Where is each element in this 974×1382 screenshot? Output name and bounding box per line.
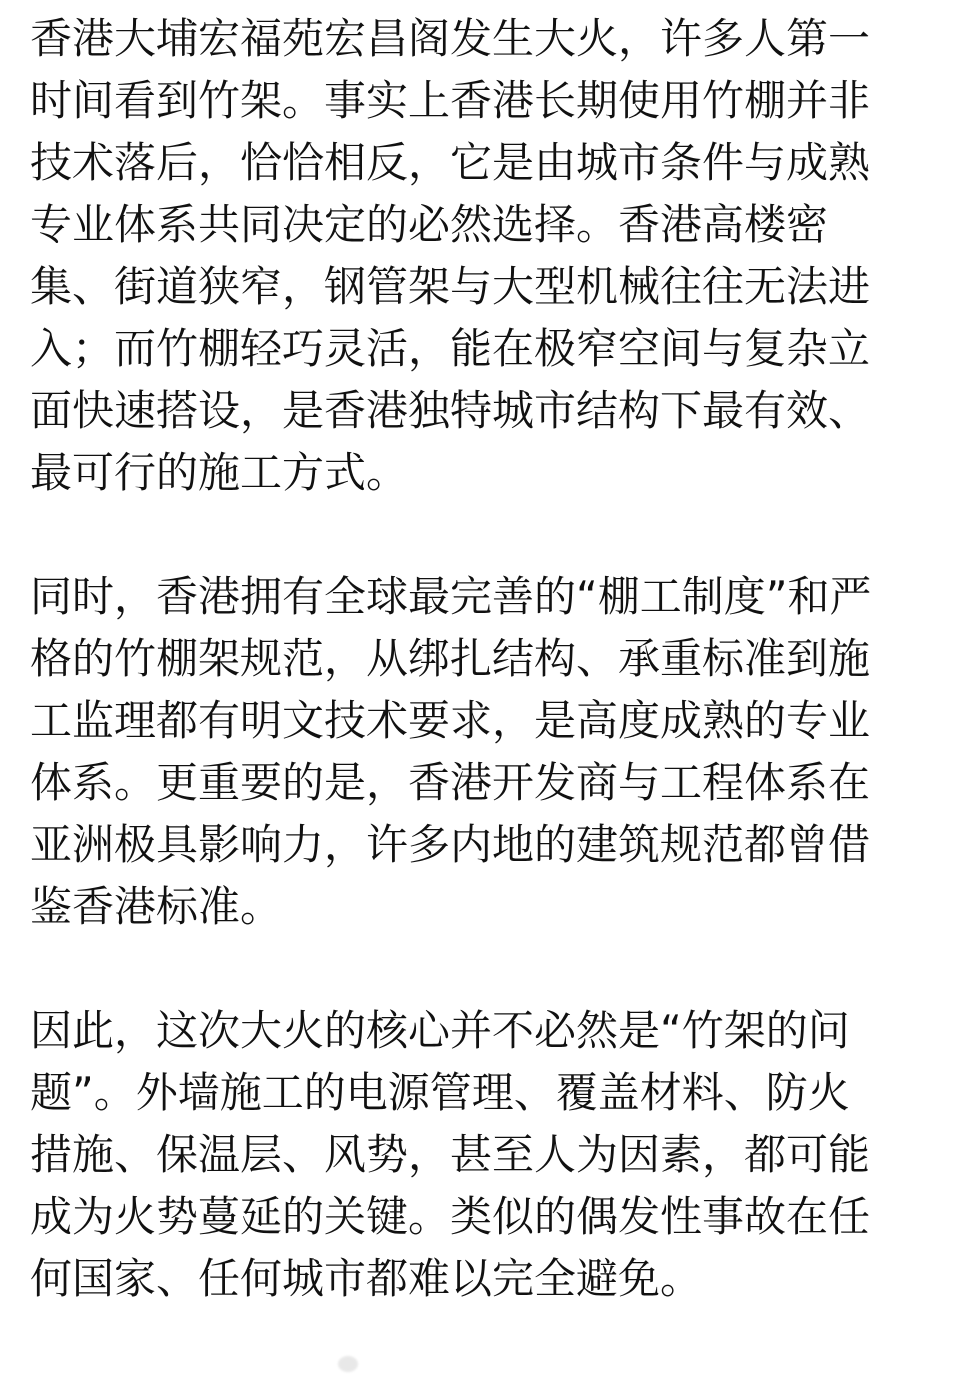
weibo-logo-icon — [338, 1356, 358, 1372]
text-line: 专业体系共同决定的必然选择。香港高楼密 — [30, 200, 829, 249]
paragraph-3 — [30, 1000, 930, 1310]
paragraph-spacer — [30, 504, 930, 566]
text-line: 时间看到竹架。事实上香港长期使用竹棚并非 — [30, 76, 871, 125]
text-line: 成为火势蔓延的关键。类似的偶发性事故在任 — [30, 1192, 871, 1241]
text-line: 何国家、任何城市都难以完全避免。 — [30, 1254, 703, 1303]
paragraph-spacer — [30, 938, 930, 1000]
text-line: 入；而竹棚轻巧灵活，能在极窄空间与复杂立 — [30, 324, 871, 373]
watermark — [338, 1354, 588, 1374]
text-line: 格的竹棚架规范，从绑扎结构、承重标准到施 — [30, 634, 871, 683]
article-text — [30, 8, 930, 1310]
text-line: 体系。更重要的是，香港开发商与工程体系在 — [30, 758, 871, 807]
text-line: 措施、保温层、风势，甚至人为因素，都可能 — [30, 1130, 871, 1179]
text-line: 集、街道狭窄，钢管架与大型机械往往无法进 — [30, 262, 871, 311]
text-line: 工监理都有明文技术要求，是高度成熟的专业 — [30, 696, 871, 745]
text-line: 面快速搭设，是香港独特城市结构下最有效、 — [30, 386, 871, 435]
paragraph-2 — [30, 566, 930, 938]
text-line: 香港大埔宏福苑宏昌阁发生大火，许多人第一 — [30, 14, 871, 63]
text-line: 因此，这次大火的核心并不必然是“竹架的问 — [30, 1006, 850, 1055]
text-line: 亚洲极具影响力，许多内地的建筑规范都曾借 — [30, 820, 871, 869]
text-line: 技术落后，恰恰相反，它是由城市条件与成熟 — [30, 138, 871, 187]
text-line: 同时，香港拥有全球最完善的“棚工制度”和严 — [30, 572, 872, 621]
paragraph-1 — [30, 8, 930, 504]
text-line: 鉴香港标准。 — [30, 882, 283, 931]
text-line: 最可行的施工方式。 — [30, 448, 409, 497]
text-line: 题”。外墙施工的电源管理、覆盖材料、防火 — [30, 1068, 850, 1117]
